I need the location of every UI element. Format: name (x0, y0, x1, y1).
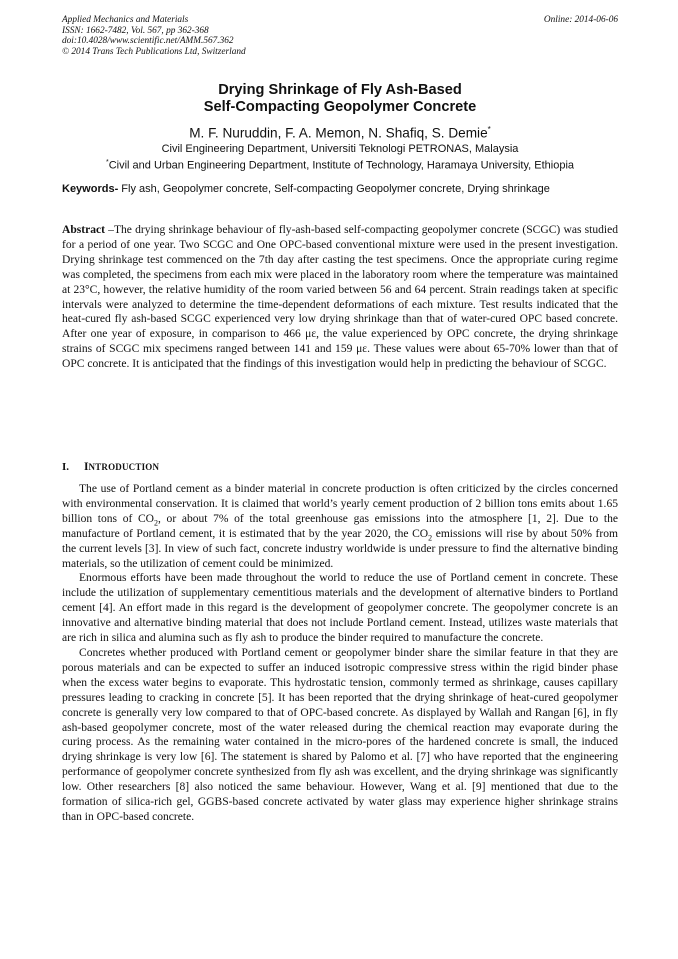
author-names: M. F. Nuruddin, F. A. Memon, N. Shafiq, S. Demie (189, 125, 488, 141)
intro-paragraph-3: Concretes whether produced with Portland cement or geopolymer binder share the similar feature in that they are porous materials and can be expected to suffer an induced isotropic compressive stress within the rigid binder phase when the excess water begins to evaporate. This hydrostatic tension, commonly termed as shrinkage, causes capillary pressures leading to cracking in concrete [5]. It has been reported that the drying shrinkage of heat-cured geopolymer concrete is generally very low compared to that of OPC-based concrete. As displayed by Wallah and Rangan [6], in fly ash-based geopolymer concrete, most of the water released during the chemical reaction may evaporate during the curing process. As the remaining water contained in the micro-pores of the hardened concrete is small, the induced drying shrinkage is very low [6]. The statement is shared by Palomo et al. [7] who have reported that the engineering performance of geopolymer concrete synthesized from fly ash was excellent, and the drying shrinkage was significantly low. Other researchers [8] also noticed the same behaviour. However, Wang et al. [9] mentioned that due to the formation of silica-rich gel, GGBS-based concrete activated by water glass may experience higher shrinkage strains than in OPC-based concrete. (62, 646, 618, 823)
online-date: Online: 2014-06-06 (543, 15, 618, 25)
keywords-text: Fly ash, Geopolymer concrete, Self-compacting Geopolymer concrete, Drying shrinkage (118, 183, 550, 195)
intro-paragraph-2: Enormous efforts have been made throughout the world to reduce the use of Portland cement in concrete. These include the utilization of supplementary cementitious materials and the development of alternative binders to Portland cement [4]. An effort made in this regard is the development of geopolymer concrete. The geopolymer concrete is an innovative and alternative binding material that does not include Portland cement. Instead, utilizes waste materials that are rich in silica and alumina such as fly ash to produce the binder required to manufacture the concrete. (62, 572, 618, 645)
title-line-2: Self-Compacting Geopolymer Concrete (203, 99, 477, 115)
paper-title (62, 82, 618, 116)
title-line-1: Drying Shrinkage of Fly Ash-Based (218, 82, 462, 98)
journal-name: Applied Mechanics and Materials (62, 15, 189, 25)
intro-paragraph-1 (62, 482, 618, 571)
copyright-line: © 2014 Trans Tech Publications Ltd, Switzerland (62, 46, 246, 57)
author-list (62, 121, 618, 142)
issn-line: ISSN: 1662-7482, Vol. 567, pp 362-368 (62, 25, 209, 36)
doi-line: doi:10.4028/www.scientific.net/AMM.567.362 (62, 36, 234, 47)
affiliation-2-mark: * (105, 159, 109, 166)
section-number: I. (62, 461, 70, 473)
intro-p1-part-a: The use of Portland cement as a binder material in concrete production is often criticized by the circles concerned with environmental conservation. It is claimed that world’s yearly cement production of 2 billion tons emits about 1.65 billion tons of CO (62, 483, 618, 525)
abstract-text: –The drying shrinkage behaviour of fly-ash-based self-compacting geopolymer concrete (SCGC) was studied for a period of one year. Two SCGC and One OPC-based conventional mixture were used in the present investigation. Drying shrinkage test commenced on the 7th day after casting the test specimens. Once the appropriate curing regime was completed, the specimens from each mix were placed in the laboratory room where the temperature was maintained at 23°C, however, the relative humidity of the room varied between 56 and 64 percent. Strain readings taken at specific intervals were analyzed to determine the time-dependent deformations of each mixture. Test results indicated that the heat-cured fly ash-based SCGC experienced very low drying shrinkage than that of water-cured OPC based concrete. After one year of exposure, in comparison to 466 με, the value experienced by OPC concrete, the drying shrinkage strains of SCGC mix specimens ranged between 141 and 159 με. These values were about 65-70% lower than that of OPC concrete. It is anticipated that the findings of this investigation would help in predicting the behaviour of SCGC. (62, 224, 618, 371)
abstract-label: Abstract (62, 224, 105, 236)
co2-subscript: 2 (154, 518, 159, 528)
co2-subscript: 2 (428, 533, 433, 543)
intro-p1-part-c: emissions will rise by about 50% from the current levels [3]. In view of such fact, concrete industry worldwide is under pressure to find the alternative binding materials, so the utilization of cement could be minimized. (62, 527, 618, 570)
section-initial: I (84, 461, 89, 473)
intro-p1-part-b: , or about 7% of the total greenhouse gas emissions into the atmosphere [1, 2]. Due to the manufacture of Portland cement, it is estimated that by the year 2020, the CO (62, 512, 618, 540)
author-mark: * (487, 125, 491, 134)
introduction-body (62, 482, 618, 825)
keywords (62, 182, 618, 196)
journal-header (62, 15, 618, 57)
section-heading-introduction (62, 460, 618, 474)
affiliation-2-text: Civil and Urban Engineering Department, Institute of Technology, Haramaya University, Ethiopia (108, 159, 575, 172)
section-title-rest: NTRODUCTION (88, 462, 160, 472)
affiliation-1: Civil Engineering Department, Universiti Teknologi PETRONAS, Malaysia (161, 143, 519, 155)
abstract (62, 223, 618, 372)
affiliation-2 (62, 156, 618, 173)
keywords-label: Keywords- (62, 183, 119, 195)
